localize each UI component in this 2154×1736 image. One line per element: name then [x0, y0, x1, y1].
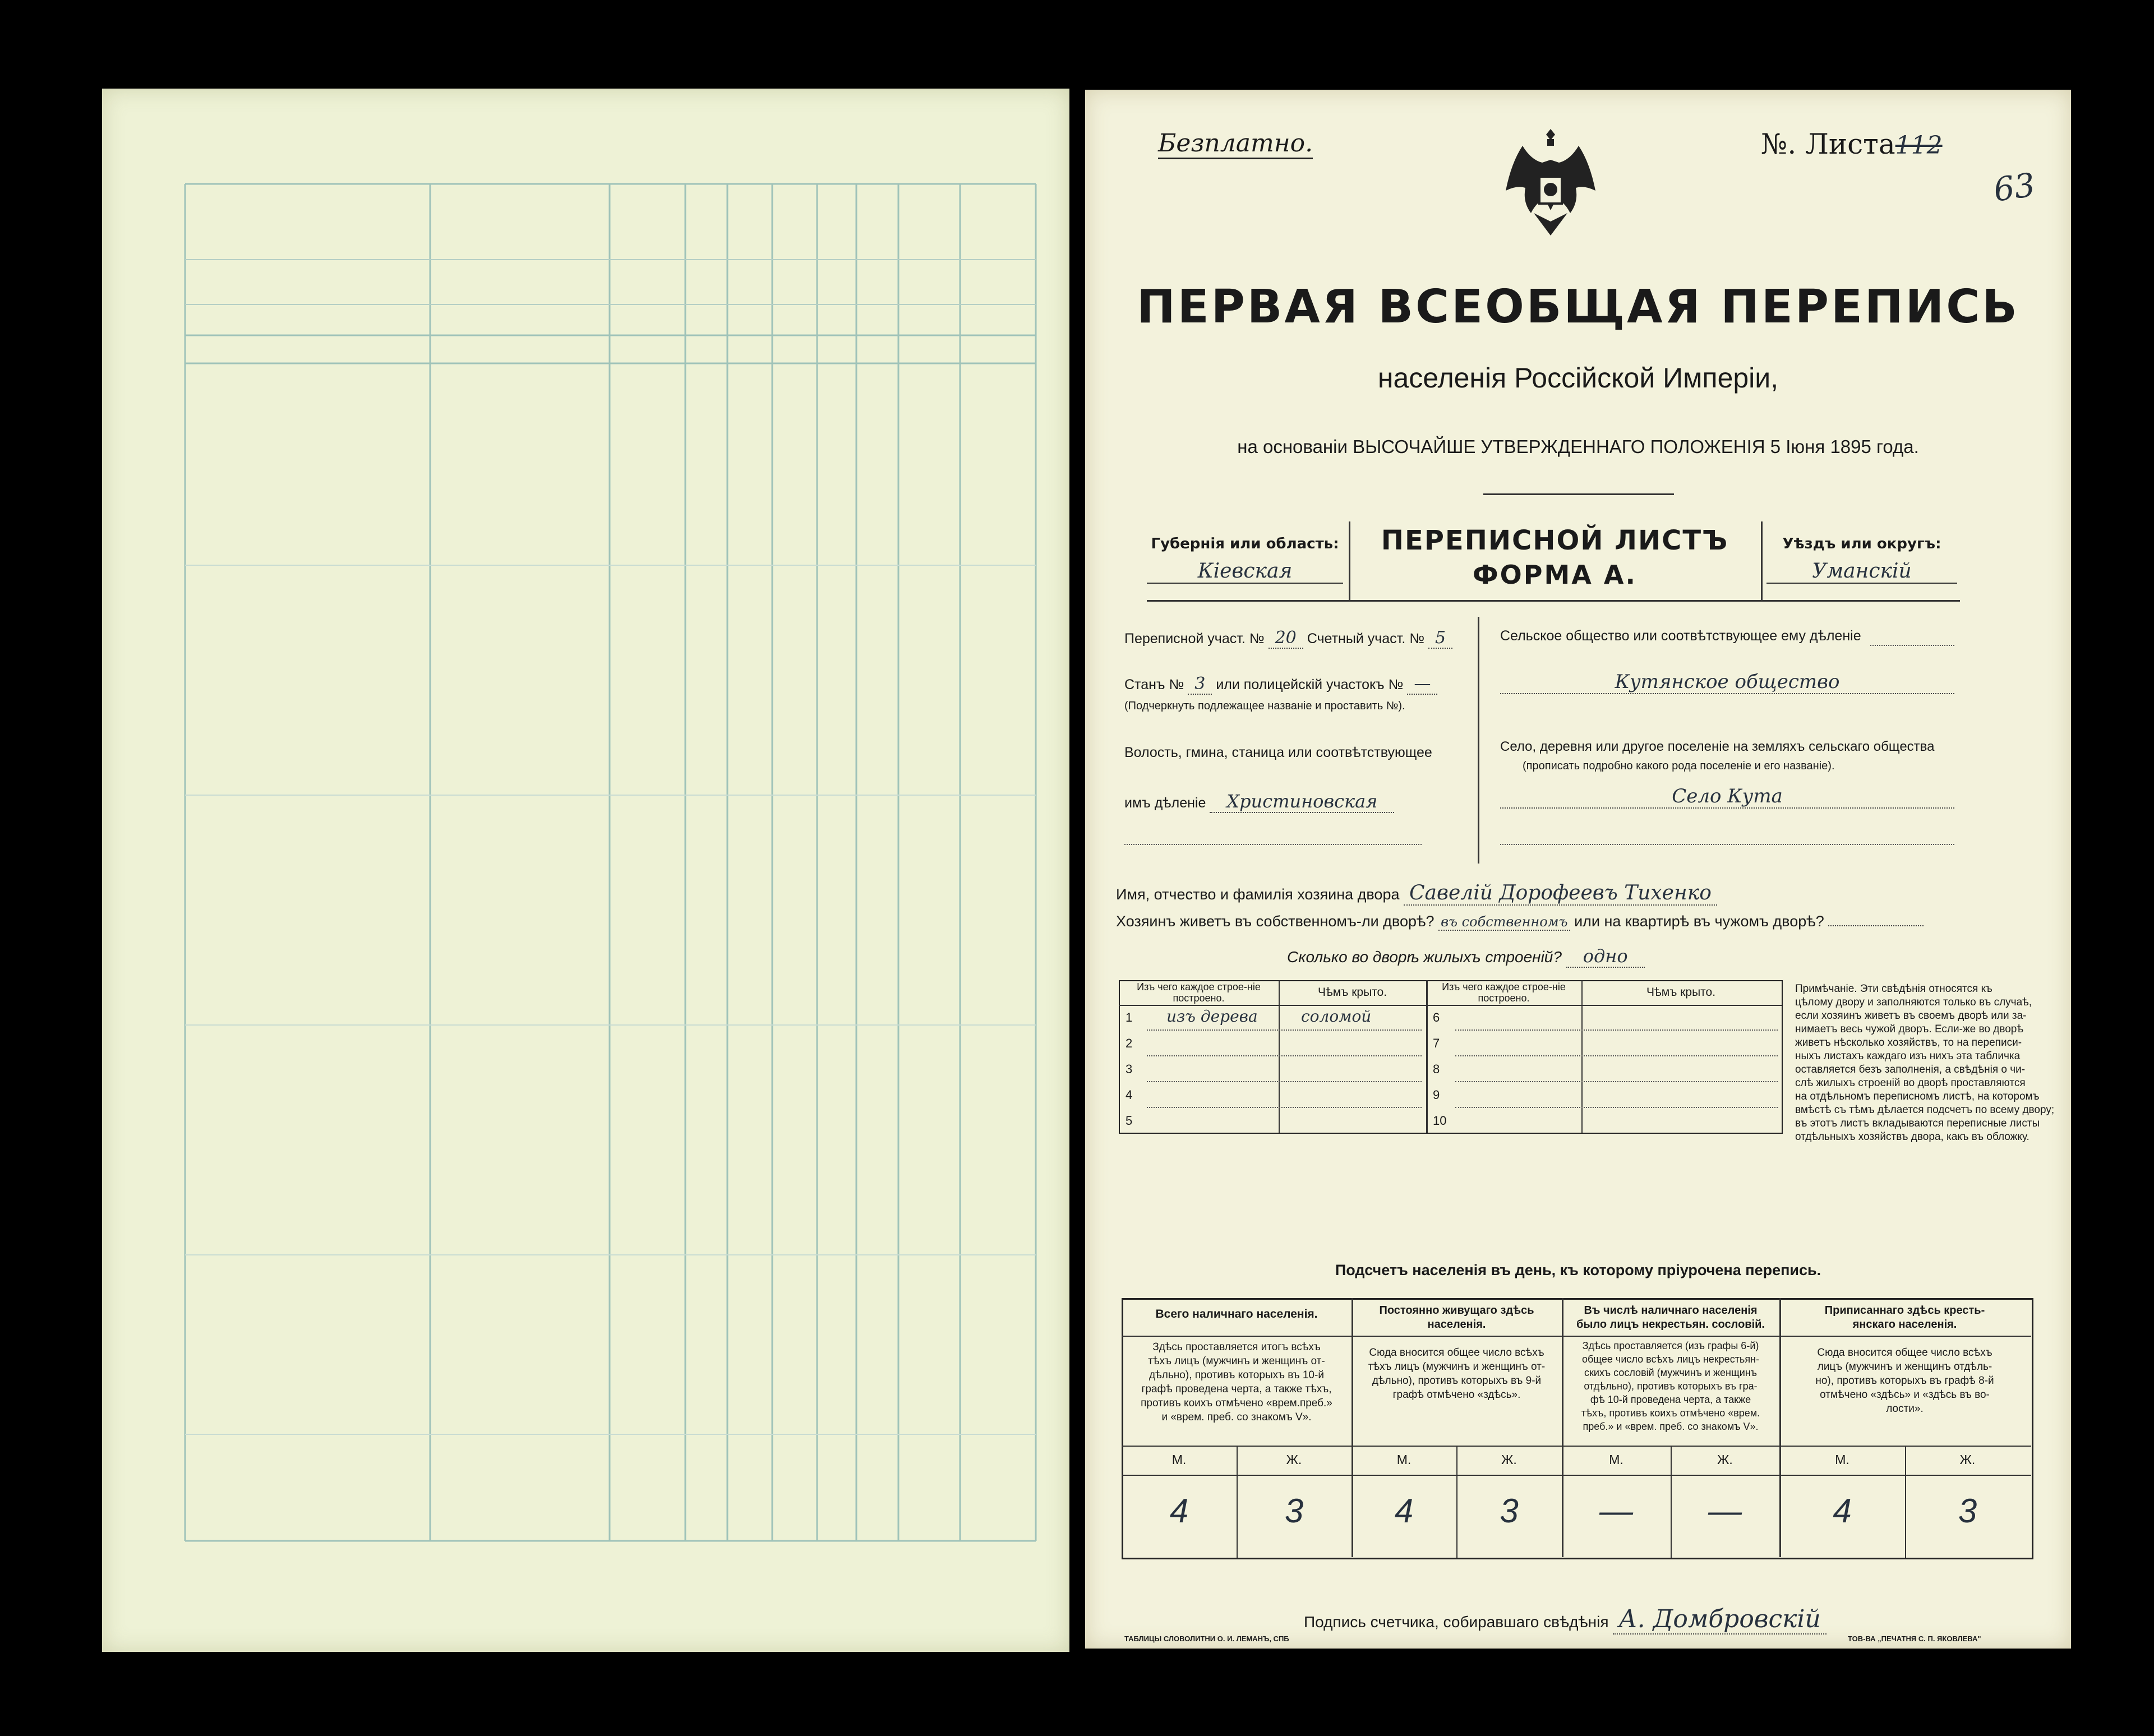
- table-row: 7: [1433, 1036, 1440, 1050]
- building-1-material: изъ дерева: [1166, 1007, 1258, 1026]
- count-head-rule: [1122, 1336, 2031, 1337]
- footnote-line: цѣлому двору и заполняются только въ случаѣ,: [1795, 996, 2032, 1008]
- row-rule: [1147, 1081, 1422, 1082]
- buildings-value: одно: [1566, 945, 1645, 968]
- desc-line: лости».: [1886, 1403, 1924, 1415]
- buildings-col-roof-head-1: Чѣмъ крыто.: [1317, 986, 1387, 999]
- sheet-number: 112: [1895, 131, 1943, 160]
- col-2-male-count: 4: [1394, 1492, 1414, 1530]
- printer-left: ТАБЛИЦЫ СЛОВОЛИТНИ О. И. ЛЕМАНЪ, СПБ: [1124, 1635, 1289, 1643]
- footnote-line: на отдѣльномъ переписномъ листѣ, на которомъ: [1795, 1091, 2040, 1102]
- police-value: —: [1407, 674, 1437, 695]
- signature-row: [1304, 1605, 1826, 1633]
- count-col-1-desc: [1122, 1340, 1352, 1424]
- stan-value: 3: [1188, 674, 1212, 695]
- volost-value: Христиновская: [1210, 791, 1394, 813]
- free-label: Безплатно.: [1158, 129, 1313, 159]
- row-rule: [1147, 1055, 1422, 1056]
- owner-name-label: Имя, отчество и фамилія хозяина двора: [1116, 886, 1400, 903]
- desc-line: противъ коихъ отмѣчено «врем.преб.»: [1141, 1397, 1332, 1409]
- underline-note: (Подчеркнуть подлежащее названіе и проставить №).: [1124, 700, 1405, 712]
- location-divider: [1478, 617, 1479, 864]
- header-divider-right: [1761, 521, 1763, 600]
- society-value: Кутянское общество: [1500, 671, 1954, 694]
- buildings-row: [1287, 945, 1645, 967]
- sheet-title: ПЕРЕПИСНОЙ ЛИСТЪ: [1381, 525, 1729, 556]
- row-rule: [1147, 1107, 1422, 1108]
- signature-label: Подпись счетчика, собиравшаго свѣдѣнія: [1304, 1613, 1609, 1631]
- col-4-f-label: Ж.: [1959, 1452, 1976, 1467]
- stan-label: Станъ №: [1124, 677, 1184, 692]
- buildings-col-line-3: [1581, 980, 1583, 1133]
- table-row: 6: [1433, 1010, 1440, 1024]
- village-label: Село, деревня или другое поселеніе на земляхъ сельскаго общества: [1500, 739, 1935, 754]
- count-col-3-head: [1562, 1304, 1779, 1332]
- desc-line: и «врем. преб. со знакомъ V».: [1161, 1411, 1312, 1423]
- desc-line: дѣльно), противъ которыхъ въ 10-й: [1149, 1369, 1324, 1381]
- desc-line: дѣльно), противъ которыхъ въ 9-й: [1372, 1375, 1542, 1387]
- count-col-1-head: Всего наличнаго населенія.: [1155, 1308, 1318, 1321]
- village-extra-line: [1500, 844, 1954, 845]
- desc-line: фѣ 10-й проведена черта, а также: [1590, 1394, 1751, 1405]
- residence-label-b: или на квартирѣ въ чужомъ дворѣ?: [1574, 913, 1824, 930]
- buildings-col-material-head-2: Изъ чего каждое строе-ніе построено.: [1442, 981, 1566, 1004]
- desc-line: преб.» и «врем. преб. со знакомъ V».: [1583, 1421, 1759, 1432]
- footnote: [1795, 982, 2054, 1144]
- census-area-value: 20: [1269, 628, 1303, 649]
- footnote-line: ныхъ листахъ каждаго изъ нихъ эта табличка: [1795, 1050, 2021, 1062]
- desc-line: тѣхъ, противъ коихъ отмѣчено «врем.: [1581, 1407, 1760, 1419]
- desc-line: отдѣльно), противъ которыхъ въ гра-: [1584, 1381, 1758, 1392]
- census-area-row: [1124, 628, 1452, 648]
- desc-line: тѣхъ лицъ (мужчинъ и женщинъ от-: [1148, 1355, 1325, 1367]
- count-col-4-head: [1779, 1304, 2030, 1332]
- desc-line: но), противъ которыхъ въ графѣ 8-й: [1815, 1375, 1994, 1387]
- count-area-value: 5: [1428, 628, 1452, 649]
- volost-label: Волость, гмина, станица или соотвѣтствующее: [1124, 745, 1432, 760]
- village-value: Село Кута: [1500, 785, 1954, 809]
- volost-extra-line: [1124, 844, 1422, 845]
- residence-label-a: Хозяинъ живетъ въ собственномъ-ли дворѣ?: [1116, 913, 1435, 930]
- header-bottom-rule: [1147, 600, 1960, 602]
- footnote-line: нимаетъ весь чужой дворъ. Если-же во дворѣ: [1795, 1023, 2023, 1035]
- legal-basis: на основаніи ВЫСОЧАЙШЕ УТВЕРЖДЕННАГО ПОЛОЖЕНІЯ 5 Іюня 1895 года.: [1237, 436, 1919, 457]
- table-row: 9: [1433, 1088, 1440, 1102]
- buildings-label: Сколько во дворѣ жилыхъ строеній?: [1287, 948, 1562, 966]
- count-col-4-desc: [1779, 1346, 2030, 1416]
- residence-value: въ собственномъ: [1438, 914, 1570, 931]
- desc-line: тѣхъ лицъ (мужчинъ и женщинъ от-: [1368, 1361, 1546, 1373]
- count-col-2-desc: [1352, 1346, 1562, 1402]
- page-title: ПЕРВАЯ ВСЕОБЩАЯ ПЕРЕПИСЬ: [1137, 280, 2019, 334]
- sheet-number-label: №. Листа: [1761, 128, 1895, 160]
- signature-value: А. Домбровскій: [1613, 1605, 1826, 1635]
- imperial-eagle-emblem-icon: [1500, 123, 1601, 241]
- row-rule: [1147, 1029, 1422, 1031]
- head-line: янскаго населенія.: [1852, 1318, 1957, 1331]
- count-area-label: Счетный участ. №: [1307, 631, 1425, 647]
- archive-number: 63: [1991, 165, 2038, 209]
- left-page-blank-ledger: [102, 89, 1069, 1652]
- desc-line: лицъ (мужчинъ и женщинъ отдѣль-: [1817, 1361, 1992, 1373]
- society-label-line: [1870, 645, 1954, 646]
- col-1-m-label: М.: [1171, 1452, 1187, 1467]
- row-rule: [1455, 1107, 1778, 1108]
- count-title: Подсчетъ населенія въ день, къ которому пріурочена перепись.: [1335, 1262, 1821, 1278]
- footnote-line: живетъ нѣсколько хозяйствъ, то на переписи-: [1795, 1037, 2022, 1049]
- col-2-m-label: М.: [1396, 1452, 1412, 1467]
- count-col-2-head: [1352, 1304, 1562, 1332]
- owner-name-value: Савелій Дорофеевъ Тихенко: [1404, 881, 1717, 906]
- col-3-m-label: М.: [1609, 1452, 1623, 1467]
- building-1-roof: соломой: [1301, 1007, 1372, 1026]
- table-row: 3: [1126, 1062, 1133, 1076]
- head-line: было лицъ некрестьян. сословій.: [1576, 1318, 1765, 1331]
- col-1-female-count: 3: [1284, 1492, 1304, 1530]
- page-subtitle: населенія Россійской Имперіи,: [1377, 362, 1779, 394]
- col-4-male-count: 4: [1833, 1492, 1852, 1530]
- district-label: Уѣздъ или округъ:: [1782, 535, 1941, 552]
- table-row: 10: [1433, 1114, 1447, 1128]
- col-2-female-count: 3: [1500, 1492, 1519, 1530]
- desc-line: Сюда вносится общее число всѣхъ: [1369, 1347, 1544, 1359]
- buildings-col-line-1: [1279, 980, 1280, 1133]
- buildings-col-material-head-1: Изъ чего каждое строе-ніе построено.: [1137, 981, 1261, 1004]
- volost-row: [1124, 791, 1394, 812]
- count-col-3-desc: [1562, 1339, 1779, 1433]
- col-1-f-label: Ж.: [1286, 1452, 1302, 1467]
- form-name: ФОРМА А.: [1473, 560, 1637, 590]
- col-4-m-label: М.: [1835, 1452, 1849, 1467]
- desc-line: Сюда вносится общее число всѣхъ: [1817, 1347, 1992, 1359]
- count-body-rule: [1122, 1446, 2031, 1447]
- row-rule: [1455, 1055, 1778, 1056]
- footnote-line: Примѣчаніе. Эти свѣдѣнія относятся къ: [1795, 983, 1992, 995]
- footnote-line: вмѣстѣ съ тѣмъ дѣлается подсчетъ по всему двору;: [1795, 1104, 2055, 1116]
- table-row: 4: [1126, 1088, 1133, 1102]
- desc-line: графѣ отмѣчено «здѣсь».: [1392, 1389, 1521, 1401]
- volost-label-2: имъ дѣленіе: [1124, 795, 1206, 811]
- count-mf-rule: [1122, 1475, 2031, 1476]
- footnote-line: если хозяинъ живетъ въ своемъ дворѣ или за-: [1795, 1010, 2027, 1022]
- col-3-f-label: Ж.: [1717, 1452, 1733, 1467]
- owner-name-row: [1116, 881, 1717, 904]
- stan-row: [1124, 674, 1437, 694]
- ledger-grid: [102, 89, 1069, 1652]
- desc-line: общее число всѣхъ лицъ некрестьян-: [1581, 1354, 1759, 1365]
- society-label: Сельское общество или соотвѣтствующее ему дѣленіе: [1500, 628, 1861, 644]
- col-4-female-count: 3: [1958, 1492, 1977, 1530]
- census-area-label: Переписной участ. №: [1124, 631, 1265, 647]
- col-1-male-count: 4: [1169, 1492, 1189, 1530]
- footnote-line: слѣ жилыхъ строеній во дворѣ проставляются: [1795, 1077, 2026, 1089]
- district-value: Уманскій: [1766, 560, 1957, 584]
- buildings-table-head-rule: [1119, 1005, 1782, 1006]
- col-3-female-count: —: [1708, 1492, 1742, 1530]
- col-2-f-label: Ж.: [1501, 1452, 1517, 1467]
- province-value: Кіевская: [1147, 560, 1343, 584]
- footnote-line: оставляется безъ заполненія, а свѣдѣнія о чи-: [1795, 1064, 2026, 1075]
- head-line: населенія.: [1427, 1318, 1486, 1331]
- desc-line: отмѣчено «здѣсь» и «здѣсь въ во-: [1820, 1389, 1990, 1401]
- residence-row: [1116, 913, 1924, 930]
- table-row: 1: [1126, 1010, 1133, 1024]
- sheet-label: [1761, 128, 1943, 160]
- footnote-line: въ этотъ листъ вкладываются переписные листы: [1795, 1118, 2040, 1129]
- village-note: (прописать подробно какого рода поселеніе и его названіе).: [1523, 760, 1835, 772]
- desc-line: графѣ проведена черта, а также тѣхъ,: [1141, 1383, 1332, 1395]
- police-label: или полицейскій участокъ №: [1216, 677, 1404, 692]
- table-row: 8: [1433, 1062, 1440, 1076]
- head-line: Въ числѣ наличнаго населенія: [1584, 1304, 1758, 1317]
- census-form-page: [1085, 90, 2071, 1649]
- buildings-col-roof-head-2: Чѣмъ крыто.: [1646, 986, 1716, 999]
- table-row: 5: [1126, 1114, 1133, 1128]
- residence-blank: [1828, 925, 1924, 926]
- printer-right: ТОВ-ВА „ПЕЧАТНЯ С. П. ЯКОВЛЕВА": [1848, 1635, 1981, 1643]
- head-line: Постоянно живущаго здѣсь: [1379, 1304, 1534, 1317]
- desc-line: Здѣсь проставляется итогъ всѣхъ: [1152, 1341, 1321, 1353]
- desc-line: скихъ сословій (мужчинъ и женщинъ: [1584, 1367, 1758, 1378]
- desc-line: Здѣсь проставляется (изъ графы 6-й): [1582, 1340, 1759, 1351]
- province-label: Губернія или область:: [1151, 535, 1339, 552]
- table-row: 2: [1126, 1036, 1133, 1050]
- footnote-line: отдѣльныхъ хозяйствъ двора, какъ въ обложку.: [1795, 1131, 2030, 1143]
- row-rule: [1455, 1081, 1778, 1082]
- ornament-divider: [1483, 493, 1674, 495]
- row-rule: [1455, 1029, 1778, 1031]
- col-3-male-count: —: [1599, 1492, 1633, 1530]
- head-line: Приписаннаго здѣсь кресть-: [1824, 1304, 1985, 1317]
